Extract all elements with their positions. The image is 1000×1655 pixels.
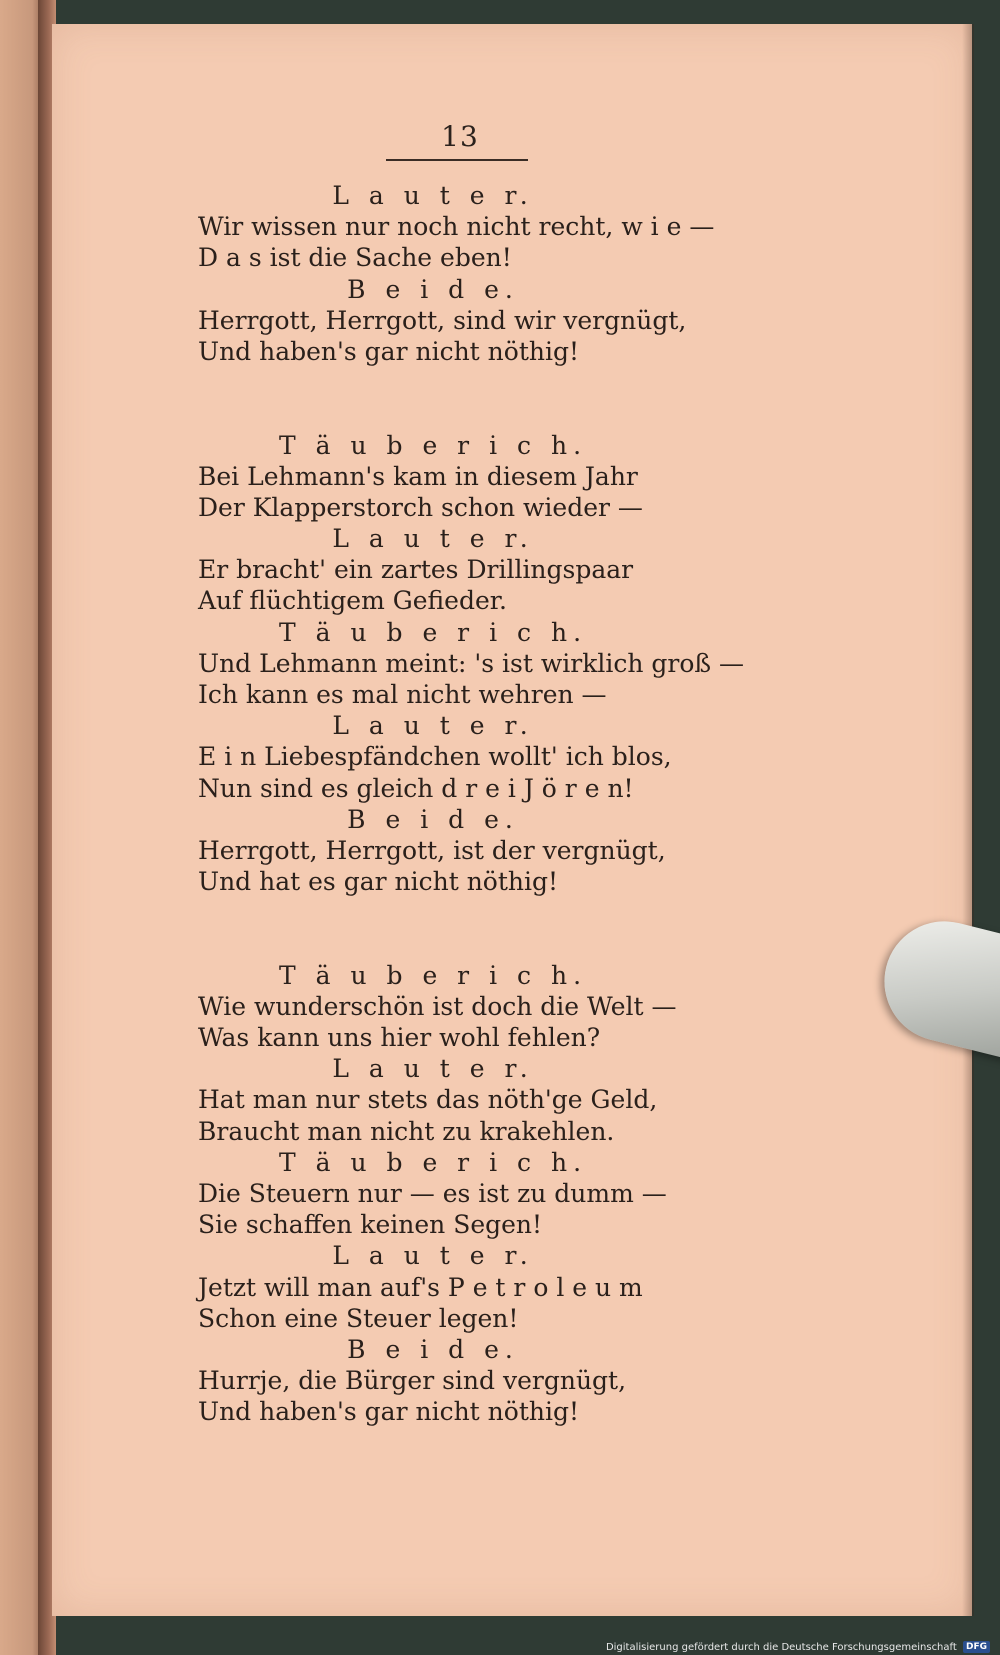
verse-line: Die Steuern nur — es ist zu dumm — (198, 1179, 667, 1208)
verse-line: Ich kann es mal nicht wehren — (198, 680, 607, 709)
header-rule (386, 159, 528, 161)
verse-line: Schon eine Steuer legen! (198, 1303, 519, 1333)
verse-line: Und haben's gar nicht nöthig! (198, 336, 580, 366)
verse-line: Wir wissen nur noch nicht recht, w i e — (198, 212, 715, 242)
speaker-name: B e i d e. (347, 274, 519, 304)
verse-line: Nun sind es gleich d r e i J ö r e n! (198, 773, 634, 803)
verse-line: Und hat es gar nicht nöthig! (198, 867, 559, 897)
speaker-name: L a u t e r. (332, 1241, 534, 1271)
footer-credit-text: Digitalisierung gefördert durch die Deutsche Forschungsgemeinschaft (605, 1642, 957, 1653)
verse-line: Braucht man nicht zu krakehlen. (198, 1116, 615, 1146)
speaker-name: T ä u b e r i c h. (278, 430, 588, 460)
verse-line: Hat man nur stets das nöth'ge Geld, (198, 1085, 658, 1115)
verse-line: Auf flüchtigem Gefieder. (198, 586, 507, 616)
page-number: 13 (441, 120, 479, 153)
page-edge-shadow (962, 24, 974, 1616)
verse-line: E i n Liebespfändchen wollt' ich blos, (198, 742, 672, 772)
verse-line: Und Lehmann meint: 's ist wirklich groß — (198, 648, 745, 678)
verse-line: Jetzt will man auf's P e t r o l e u m (198, 1272, 643, 1302)
stanza-break (198, 897, 778, 928)
dfg-logo: DFG (963, 1641, 990, 1653)
speaker-name: T ä u b e r i c h. (278, 617, 588, 647)
stanza-break (198, 367, 778, 398)
verse-line: Hurrje, die Bürger sind vergnügt, (198, 1366, 627, 1396)
verse-line: Herrgott, Herrgott, sind wir vergnügt, (198, 305, 687, 335)
speaker-name: L a u t e r. (332, 524, 534, 554)
verse-line: Wie wunderschön ist doch die Welt — (198, 991, 677, 1021)
stanza-break (198, 398, 778, 429)
speaker-name: T ä u b e r i c h. (278, 960, 588, 990)
speaker-name: L a u t e r. (332, 711, 534, 741)
speaker-name: B e i d e. (347, 804, 519, 834)
verse-line: Bei Lehmann's kam in diesem Jahr (198, 461, 638, 491)
verse-line: Und haben's gar nicht nöthig! (198, 1397, 580, 1427)
speaker-name: L a u t e r. (332, 1054, 534, 1084)
verse-line: Herrgott, Herrgott, ist der vergnügt, (198, 835, 666, 865)
speaker-name: T ä u b e r i c h. (278, 1147, 588, 1177)
speaker-name: L a u t e r. (332, 181, 534, 210)
verse-line: Er bracht' ein zartes Drillingspaar (198, 555, 634, 585)
verse-line: Was kann uns hier wohl fehlen? (198, 1023, 601, 1053)
speaker-name: B e i d e. (347, 1334, 519, 1364)
verse-line: Der Klapperstorch schon wieder — (198, 492, 643, 522)
verse-block (198, 180, 778, 1428)
stanza-break (198, 929, 778, 960)
verse-line: Sie schaffen keinen Segen! (198, 1210, 543, 1240)
footer-credit (606, 1640, 990, 1655)
verse-line: D a s ist die Sache eben! (198, 243, 512, 273)
